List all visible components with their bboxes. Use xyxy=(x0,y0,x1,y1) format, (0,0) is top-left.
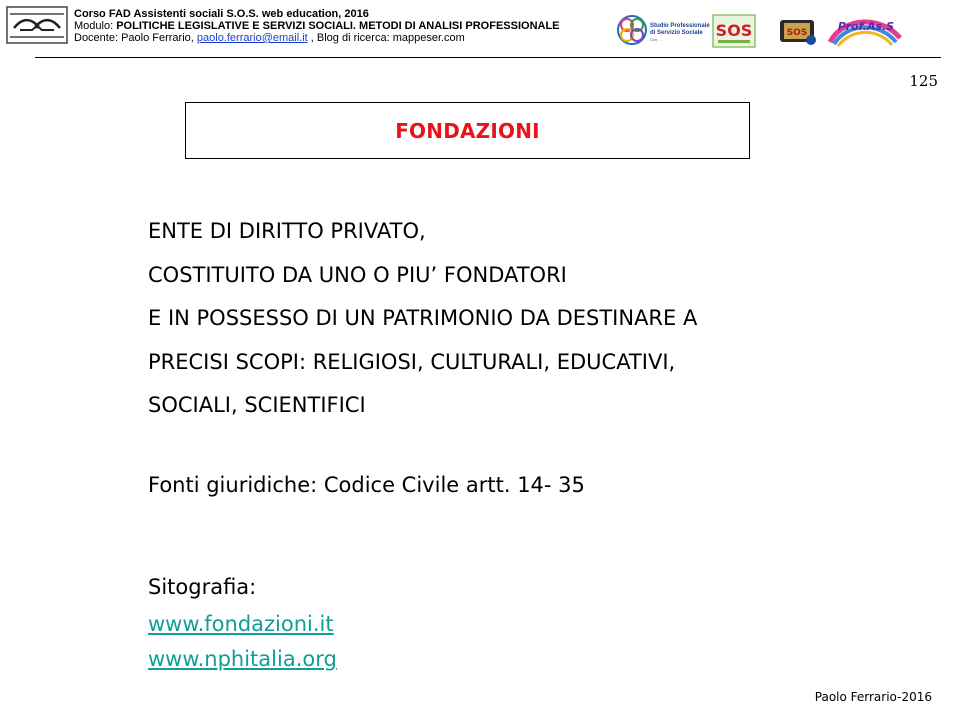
definition-text xyxy=(148,213,697,431)
page-number: 125 xyxy=(909,72,938,90)
svg-text:Studio Professionale: Studio Professionale xyxy=(650,23,710,29)
sos-web-logo xyxy=(776,14,818,48)
module-line: Modulo: POLITICHE LEGISLATIVE E SERVIZI SOCIALI. METODI DI ANALISI PROFESSIONALE xyxy=(74,20,560,32)
footer-author: Paolo Ferrario-2016 xyxy=(814,690,932,704)
definition-line: ENTE DI DIRITTO PRIVATO, xyxy=(148,219,426,243)
definition-line: PRECISI SCOPI: RELIGIOSI, CULTURALI, EDUCATIVI, xyxy=(148,349,676,374)
link-nphitalia[interactable]: www.nphitalia.org xyxy=(148,647,337,671)
svg-text:Prof.As.S: Prof.As.S xyxy=(837,20,895,33)
title-box xyxy=(185,102,750,159)
teacher-line: Docente: Paolo Ferrario, paolo.ferrario@email.it , Blog di ricerca: mappeser.com xyxy=(74,32,465,44)
sitography-label: Sitografia: xyxy=(148,575,257,599)
definition-line: SOCIALI, SCIENTIFICI xyxy=(148,393,366,417)
link-fondazioni[interactable]: www.fondazioni.it xyxy=(148,612,334,636)
module-title: POLITICHE LEGISLATIVE E SERVIZI SOCIALI. METODI DI ANALISI PROFESSIONALE xyxy=(116,20,560,32)
email-link[interactable]: paolo.ferrario@email.it xyxy=(196,32,308,44)
legal-sources: Fonti giuridiche: Codice Civile artt. 14- 35 xyxy=(148,473,585,497)
svg-text:SOS: SOS xyxy=(715,21,753,40)
svg-text:SOS: SOS xyxy=(786,28,808,38)
definition-line: E IN POSSESSO DI UN PATRIMONIO DA DESTINARE A xyxy=(148,306,698,330)
definition-line: COSTITUITO DA UNO O PIU’ FONDATORI xyxy=(148,262,567,287)
profass-logo xyxy=(824,12,906,48)
header-text xyxy=(74,8,560,44)
handshake-logo xyxy=(6,6,68,44)
slide-title: FONDAZIONI xyxy=(395,118,540,143)
header-divider xyxy=(35,57,941,58)
svg-text:Dott. ...: Dott. ... xyxy=(650,37,663,42)
svg-text:di Servizio Sociale: di Servizio Sociale xyxy=(650,30,703,36)
studio-professionale-logo xyxy=(616,12,710,48)
sos-logo xyxy=(712,14,756,48)
course-title: Corso FAD Assistenti sociali S.O.S. web education, 2016 xyxy=(74,8,369,20)
